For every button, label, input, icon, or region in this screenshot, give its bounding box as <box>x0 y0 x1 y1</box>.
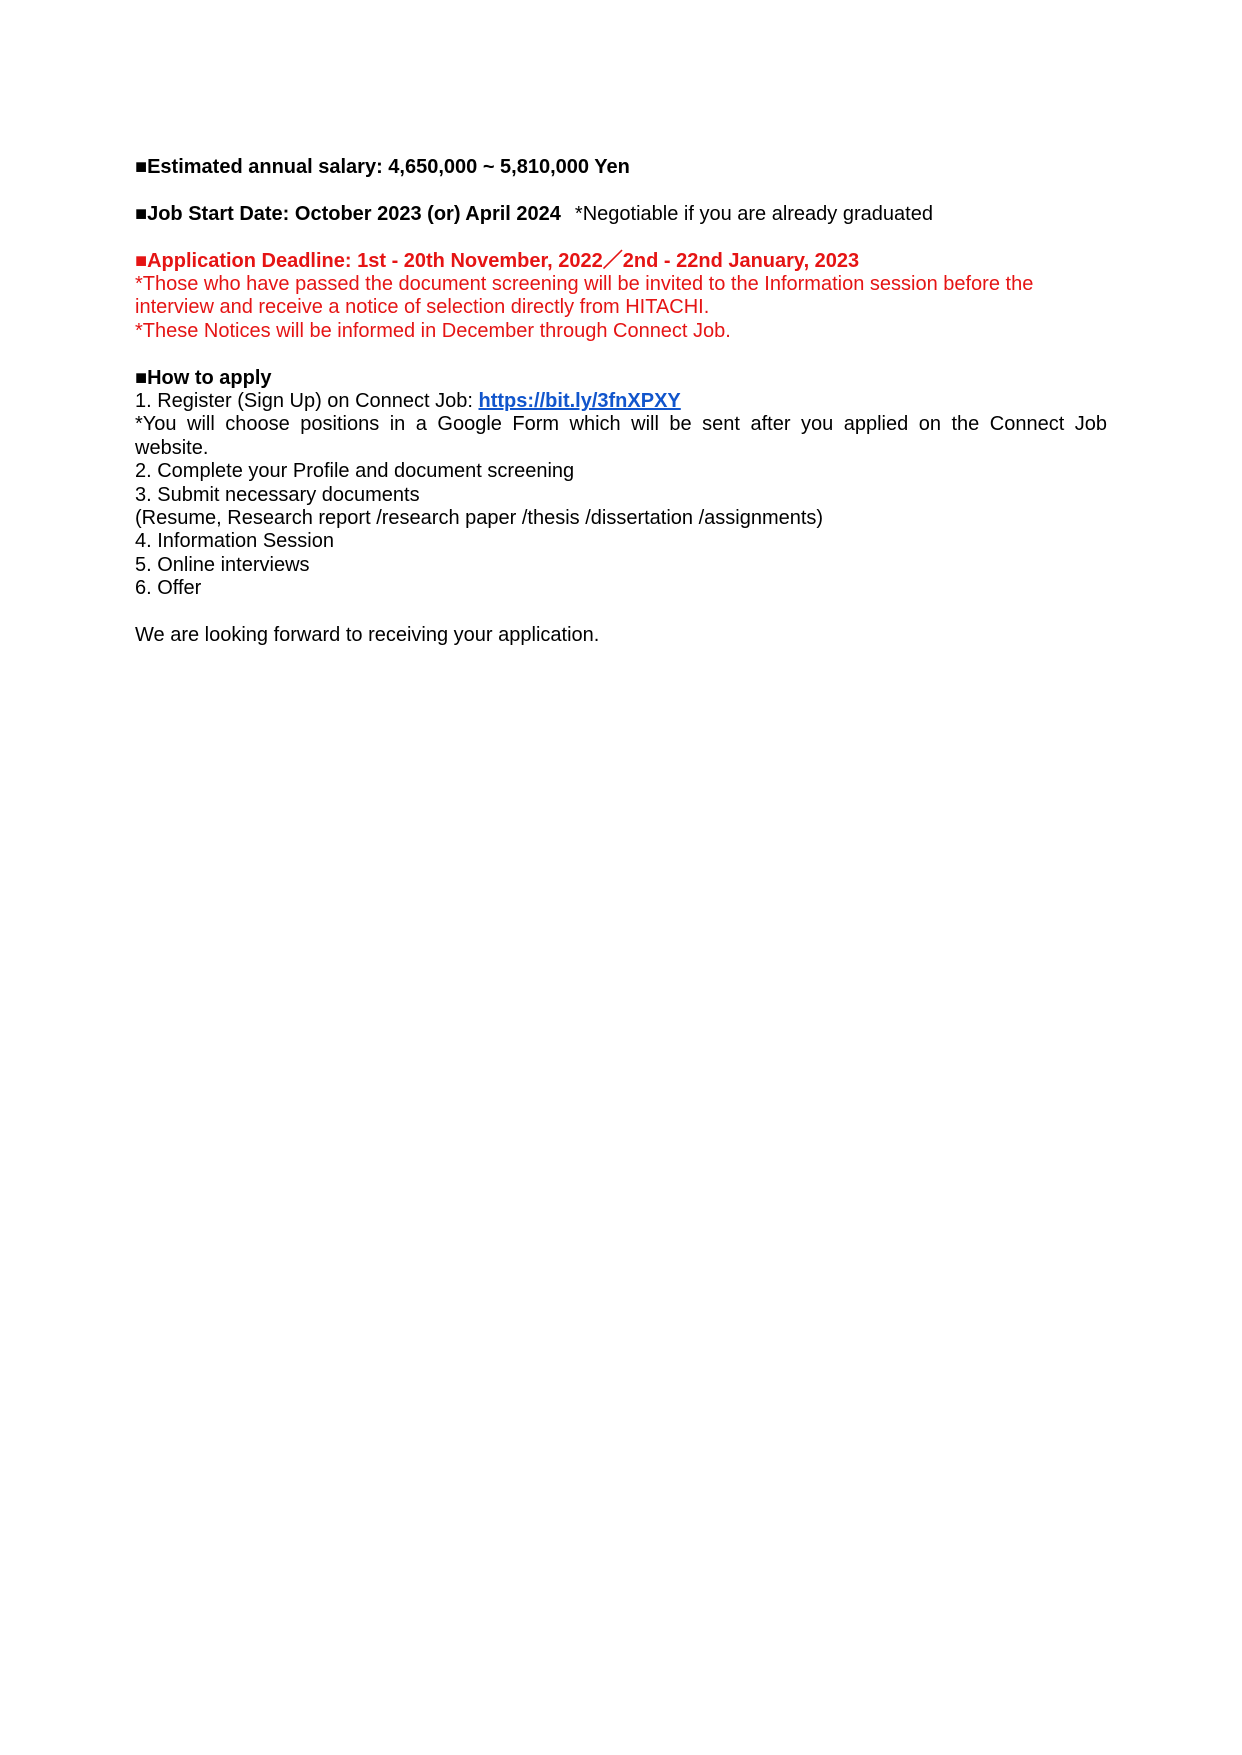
application-deadline-heading: ■Application Deadline: 1st - 20th November, 2022／2nd - 22nd January, 2023 <box>135 249 860 272</box>
blank-line <box>135 226 1107 249</box>
apply-step-1-note-line-2: website. <box>135 436 209 459</box>
blank-line <box>135 179 1107 202</box>
blank-line <box>135 601 1107 624</box>
apply-step-6: 6. Offer <box>135 577 202 600</box>
connect-job-link[interactable]: https://bit.ly/3fnXPXY <box>478 390 681 413</box>
how-to-apply-heading: ■How to apply <box>135 366 272 389</box>
salary-heading: ■Estimated annual salary: 4,650,000 ~ 5,810,000 Yen <box>135 156 630 178</box>
apply-step-1-text: 1. Register (Sign Up) on Connect Job: <box>135 390 479 413</box>
apply-step-1-note-line-1: *You will choose positions in a Google Form which will be sent after you applied on the Connect Job <box>135 413 1107 436</box>
apply-step-1 <box>135 390 1107 413</box>
document-page <box>135 156 1107 647</box>
apply-step-2: 2. Complete your Profile and document screening <box>135 460 575 483</box>
job-start-line <box>135 203 1107 226</box>
apply-step-5: 5. Online interviews <box>135 553 310 576</box>
job-start-note: *Negotiable if you are already graduated <box>574 202 933 225</box>
deadline-note-line-2: interview and receive a notice of selection directly from HITACHI. <box>135 296 710 319</box>
apply-step-4: 4. Information Session <box>135 530 334 553</box>
apply-step-3: 3. Submit necessary documents <box>135 483 420 506</box>
apply-step-3-documents: (Resume, Research report /research paper /thesis /dissertation /assignments) <box>135 507 824 530</box>
blank-line <box>135 343 1107 366</box>
job-start-heading: ■Job Start Date: October 2023 (or) April 2024 <box>135 202 561 225</box>
deadline-note-line-1: *Those who have passed the document screening will be invited to the Information session before the <box>135 273 1034 295</box>
deadline-note-line-3: *These Notices will be informed in December through Connect Job. <box>135 319 731 342</box>
closing-line: We are looking forward to receiving your application. <box>135 624 600 647</box>
